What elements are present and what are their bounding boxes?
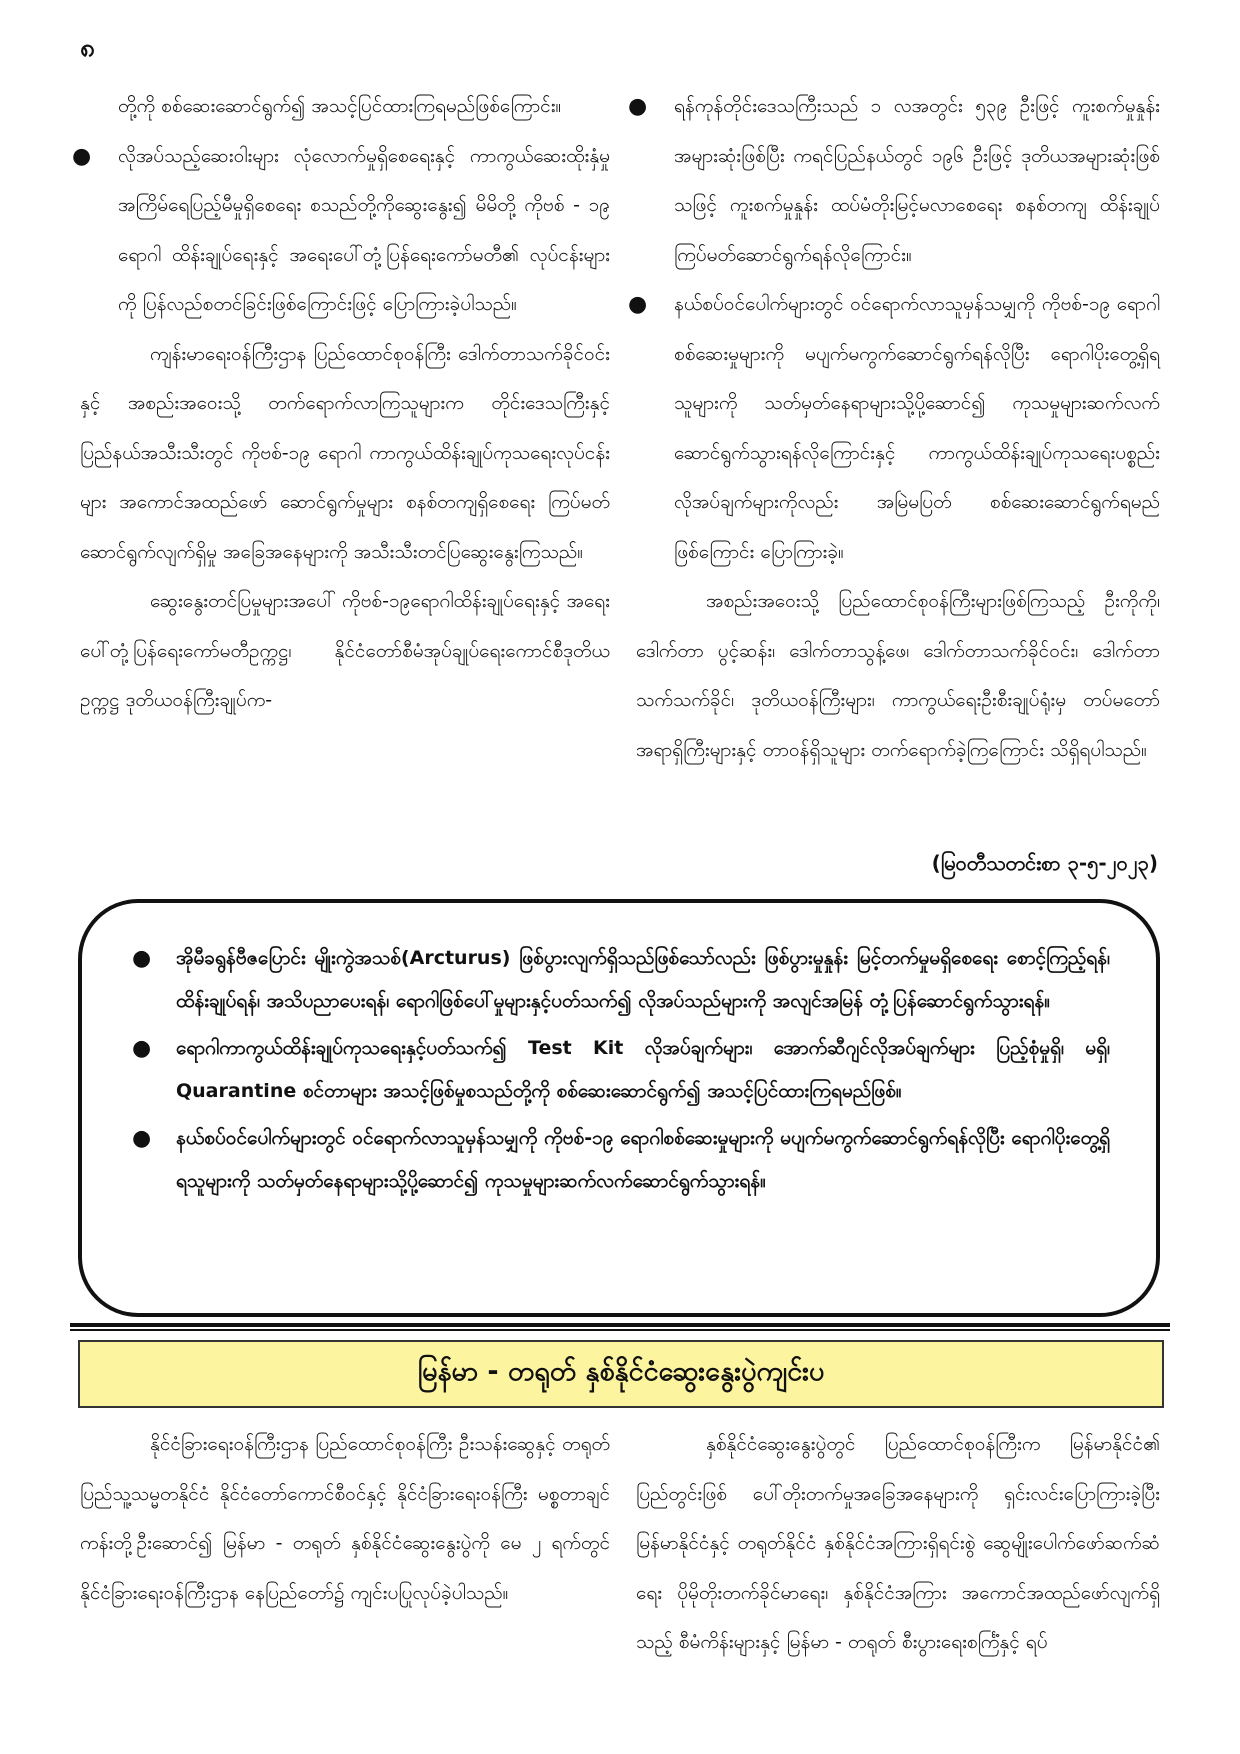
- right-column-top: [628, 82, 1160, 775]
- right-column-bottom: [636, 1420, 1160, 1668]
- bullet-text: လိုအပ်သည့်ဆေးဝါးများ လုံလောက်မှုရှိစေရေးနှင့် ကာကွယ်ဆေးထိုးနှံမှု အကြိမ်ရေပြည့်မီမှုရှိစေရေး စသည်တို့ကိုဆွေးနွေး၍ မိမိတို့ ကိုဗစ် - ၁၉ ရောဂါ ထိန်းချုပ်ရေးနှင့် အရေးပေါ်တုံ့ပြန်ရေးကော်မတီ၏ လုပ်ငန်းများကို ပြန်လည်စတင်ခြင်းဖြစ်ကြောင်းဖြင့် ပြောကြားခဲ့ပါသည်။: [118, 144, 610, 315]
- news-source: (မြဝတီသတင်းစာ ၃-၅-၂၀၂၃): [931, 851, 1158, 875]
- list-item: [628, 82, 1160, 280]
- list-item: [72, 132, 610, 330]
- bullet-icon: ●: [72, 143, 92, 169]
- paragraph: ဆွေးနွေးတင်ပြမှုများအပေါ် ကိုဗစ်-၁၉ရောဂါထိန်းချုပ်ရေးနှင့် အရေးပေါ်တုံ့ပြန်ရေးကော်မတီဥက္ကဋ္ဌ၊ နိုင်ငံတော်စီမံအုပ်ချုပ်ရေးကောင်စီဒုတိယဥက္ကဋ္ဌ ဒုတိယဝန်ကြီးချုပ်က-: [80, 590, 610, 711]
- bullet-icon: ●: [132, 1036, 152, 1061]
- paragraph: အစည်းအဝေးသို့ ပြည်ထောင်စုဝန်ကြီးများဖြစ်ကြသည့် ဦးကိုကို၊ ဒေါက်တာ ပွင့်ဆန်း၊ ဒေါက်တာသွန့်ဖေ၊ ဒေါက်တာသက်ခိုင်ဝင်း၊ ဒေါက်တာသက်သက်ခိုင်၊ ဒုတိယဝန်ကြီးများ၊ ကာကွယ်ရေးဦးစီးချုပ်ရုံးမှ တပ်မတော်အရာရှိကြီးများနှင့် တာဝန်ရှိသူများ တက်ရောက်ခဲ့ကြကြောင်း သိရှိရပါသည်။: [636, 590, 1160, 761]
- page-number: ၈: [80, 33, 95, 63]
- bullet-text: အိုမီခရွန်ဗီဇပြောင်း မျိုးကွဲအသစ်(Arcturus) ဖြစ်ပွားလျက်ရှိသည်ဖြစ်သော်လည်း ဖြစ်ပွားမှုနှုန်း မြင့်တက်မှုမရှိစေရေး စောင့်ကြည့်ရန်၊ ထိန်းချုပ်ရန်၊ အသိပညာပေးရန်၊ ရောဂါဖြစ်ပေါ်မှုများနှင့်ပတ်သက်၍ လိုအပ်သည်များကို အလျင်အမြန် တုံ့ပြန်ဆောင်ရွက်သွားရန်။: [176, 947, 1110, 1012]
- article-title-banner: [78, 1340, 1164, 1408]
- divider: [70, 1329, 1170, 1331]
- bullet-text: နယ်စပ်ဝင်ပေါက်များတွင် ဝင်ရောက်လာသူမှန်သမျှကို ကိုဗစ်-၁၉ ရောဂါစစ်ဆေးမှုများကို မပျက်မကွက်ဆောင်ရွက်ရန်လိုပြီး ရောဂါပိုးတွေ့ရှိရသူများကို သတ်မှတ်နေရာများသို့ပို့ဆောင်၍ ကုသမှုများဆက်လက်ဆောင်ရွက်သွားရန်။: [176, 1127, 1110, 1192]
- paragraph: နိုင်ငံခြားရေးဝန်ကြီးဌာန ပြည်ထောင်စုဝန်ကြီး ဦးသန်းဆွေနှင့် တရုတ်ပြည်သူ့သမ္မတနိုင်ငံ နိုင်ငံတော်ကောင်စီဝင်နှင့် နိုင်ငံခြားရေးဝန်ကြီး မစ္စတာချင်ကန်းတို့ဦးဆောင်၍ မြန်မာ - တရုတ် နှစ်နိုင်ငံဆွေးနွေးပွဲကို မေ ၂ ရက်တွင် နိုင်ငံခြားရေးဝန်ကြီးဌာန နေပြည်တော်၌ ကျင်းပပြုလုပ်ခဲ့ပါသည်။: [80, 1433, 610, 1604]
- list-item: [132, 937, 1110, 1023]
- bullet-text: နယ်စပ်ဝင်ပေါက်များတွင် ဝင်ရောက်လာသူမှန်သမျှကို ကိုဗစ်-၁၉ ရောဂါစစ်ဆေးမှုများကို မပျက်မကွက်ဆောင်ရွက်ရန်လိုပြီး ရောဂါပိုးတွေ့ရှိရသူများကို သတ်မှတ်နေရာများသို့ပို့ဆောင်၍ ကုသမှုများဆက်လက်ဆောင်ရွက်သွားရန်လိုကြောင်းနှင့် ကာကွယ်ထိန်းချုပ်ကုသရေးပစ္စည်းလိုအပ်ချက်များကိုလည်း အမြဲမပြတ် စစ်ဆေးဆောင်ရွက်ရမည်ဖြစ်ကြောင်း ပြောကြားခဲ့။: [674, 293, 1160, 563]
- list-item: [132, 1117, 1110, 1203]
- paragraph: တို့ကို စစ်ဆေးဆောင်ရွက်၍ အသင့်ပြင်ထားကြရမည်ဖြစ်ကြောင်း။: [118, 95, 562, 117]
- paragraph: နှစ်နိုင်ငံဆွေးနွေးပွဲတွင် ပြည်ထောင်စုဝန်ကြီးက မြန်မာနိုင်ငံ၏ ပြည်တွင်းဖြစ် ပေါ်တိုးတက်မှုအခြေအနေများကို ရှင်းလင်းပြောကြားခဲ့ပြီး မြန်မာနိုင်ငံနှင့် တရုတ်နိုင်ငံ နှစ်နိုင်ငံအကြားရှိရင်းစွဲ ဆွေမျိုးပေါက်ဖော်ဆက်ဆံရေး ပိုမိုတိုးတက်ခိုင်မာရေး၊ နှစ်နိုင်ငံအကြား အကောင်အထည်ဖော်လျက်ရှိသည့် စီမံကိန်းများနှင့် မြန်မာ - တရုတ် စီးပွားရေးစင်္ကြံနှင့် ရပ်: [636, 1433, 1160, 1653]
- list-item: [132, 1027, 1110, 1113]
- bullet-icon: ●: [628, 94, 648, 119]
- article-title: မြန်မာ - တရုတ် နှစ်နိုင်ငံဆွေးနွေးပွဲကျင်းပ: [417, 1356, 825, 1387]
- bullet-icon: ●: [132, 946, 152, 971]
- list-item: [628, 280, 1160, 577]
- left-column-top: [72, 82, 610, 726]
- left-column-bottom: [80, 1420, 610, 1618]
- paragraph: ကျန်းမာရေးဝန်ကြီးဌာန ပြည်ထောင်စုဝန်ကြီး ဒေါက်တာသက်ခိုင်ဝင်းနှင့် အစည်းအဝေးသို့ တက်ရောက်လာကြသူများက တိုင်းဒေသကြီးနှင့် ပြည်နယ်အသီးသီးတွင် ကိုဗစ်-၁၉ ရောဂါ ကာကွယ်ထိန်းချုပ်ကုသရေးလုပ်ငန်းများ အကောင်အထည်ဖော် ဆောင်ရွက်မှုများ စနစ်တကျရှိစေရေး ကြပ်မတ်ဆောင်ရွက်လျက်ရှိမှု အခြေအနေများကို အသီးသီးတင်ပြဆွေးနွေးကြသည်။: [80, 342, 610, 563]
- bullet-text: ရန်ကုန်တိုင်းဒေသကြီးသည် ၁ လအတွင်း ၅၃၉ ဦးဖြင့် ကူးစက်မှုနှုန်း အများဆုံးဖြစ်ပြီး ကရင်ပြည်နယ်တွင် ၁၉၆ ဦးဖြင့် ဒုတိယအများဆုံးဖြစ်သဖြင့် ကူးစက်မှုနှုန်း ထပ်မံတိုးမြင့်မလာစေရေး စနစ်တကျ ထိန်းချုပ်ကြပ်မတ်ဆောင်ရွက်ရန်လိုကြောင်း။: [674, 95, 1160, 266]
- bullet-icon: ●: [628, 292, 648, 317]
- summary-box: [78, 899, 1160, 1317]
- bullet-icon: ●: [132, 1126, 152, 1151]
- bullet-text: ရောဂါကာကွယ်ထိန်းချုပ်ကုသရေးနှင့်ပတ်သက်၍ Test Kit လိုအပ်ချက်များ၊ အောက်ဆီဂျင်လိုအပ်ချက်များ ပြည့်စုံမှုရှိ၊ မရှိ၊ Quarantine စင်တာများ အသင့်ဖြစ်မှုစသည်တို့ကို စစ်ဆေးဆောင်ရွက်၍ အသင့်ပြင်ထားကြရမည်ဖြစ်။: [176, 1037, 1110, 1102]
- divider: [70, 1323, 1170, 1327]
